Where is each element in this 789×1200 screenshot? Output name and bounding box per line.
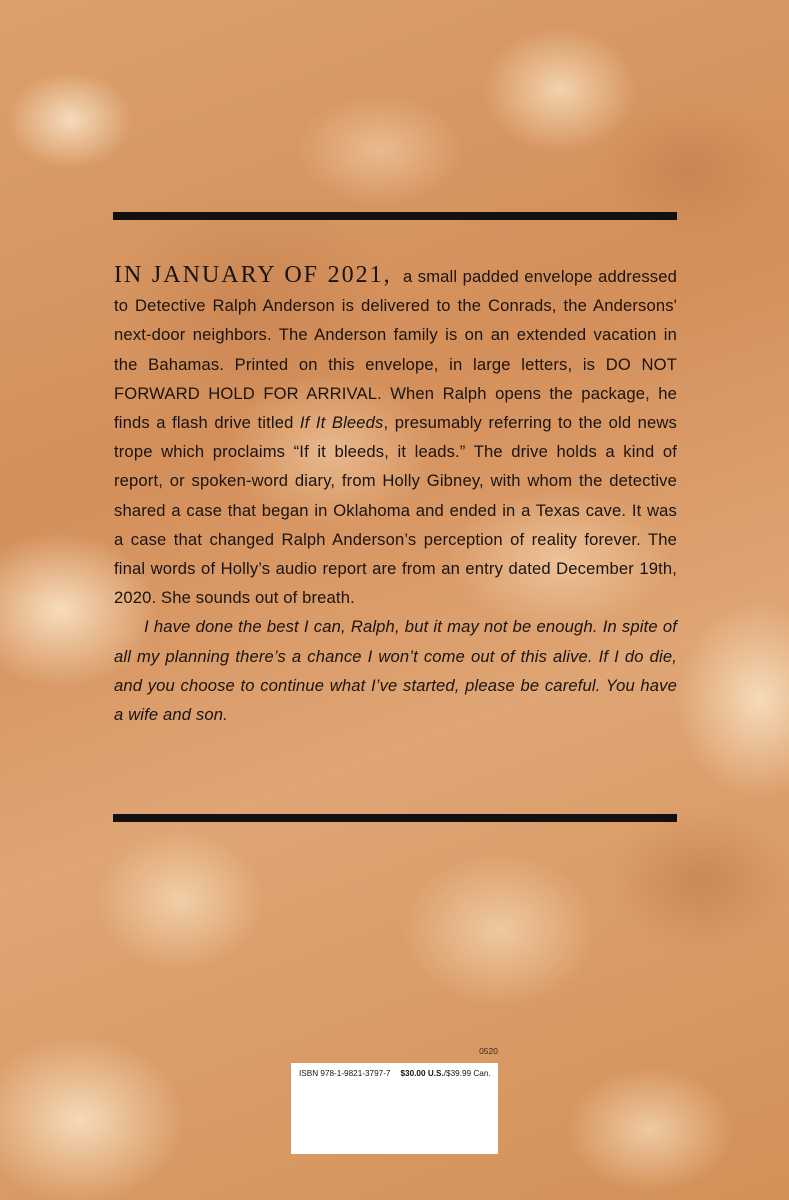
isbn-price-line <box>299 1069 494 1078</box>
book-title-italic: If It Bleeds <box>299 413 384 433</box>
blurb-text-part-1: a small padded envelope addressed to Detective Ralph Anderson is delivered to the Conrads, the Andersons' next-door neighbors. The Anderson family is on an extended vacation in the Bahamas. Printed on this envelope, in large letters, is DO NOT FORWARD HOLD FOR ARRIVAL. When Ralph opens the package, he finds a flash drive titled <box>114 267 677 433</box>
barcode-code: 0520 <box>479 1046 498 1056</box>
blurb-paragraph <box>114 262 677 612</box>
back-cover-blurb <box>114 262 677 729</box>
top-divider-rule <box>113 212 677 220</box>
barcode-box <box>291 1063 498 1154</box>
isbn-number: ISBN 978-1-9821-3797-7 <box>299 1069 391 1078</box>
bottom-divider-rule <box>113 814 677 822</box>
price-can: $39.99 Can. <box>446 1069 491 1078</box>
blurb-lead-in: IN JANUARY OF 2021, <box>114 262 392 288</box>
price-separator: / <box>443 1069 447 1078</box>
blurb-text-part-2: , presumably referring to the old news trope which proclaims “If it bleeds, it leads.” The drive holds a kind of report, or spoken-word diary, from Holly Gibney, with whom the detective shared a case that began in Oklahoma and ended in a Texas cave. It was a case that changed Ralph Anderson’s perception of reality forever. The final words of Holly’s audio report are from an entry dated December 19th, 2020. She sounds out of breath. <box>114 413 677 608</box>
holly-quote: I have done the best I can, Ralph, but it may not be enough. In spite of all my planning there’s a chance I won’t come out of this alive. If I do die, and you choose to continue what I’ve started, please be careful. You have a wife and son. <box>114 617 677 725</box>
price-us: $30.00 U.S. <box>400 1069 444 1078</box>
